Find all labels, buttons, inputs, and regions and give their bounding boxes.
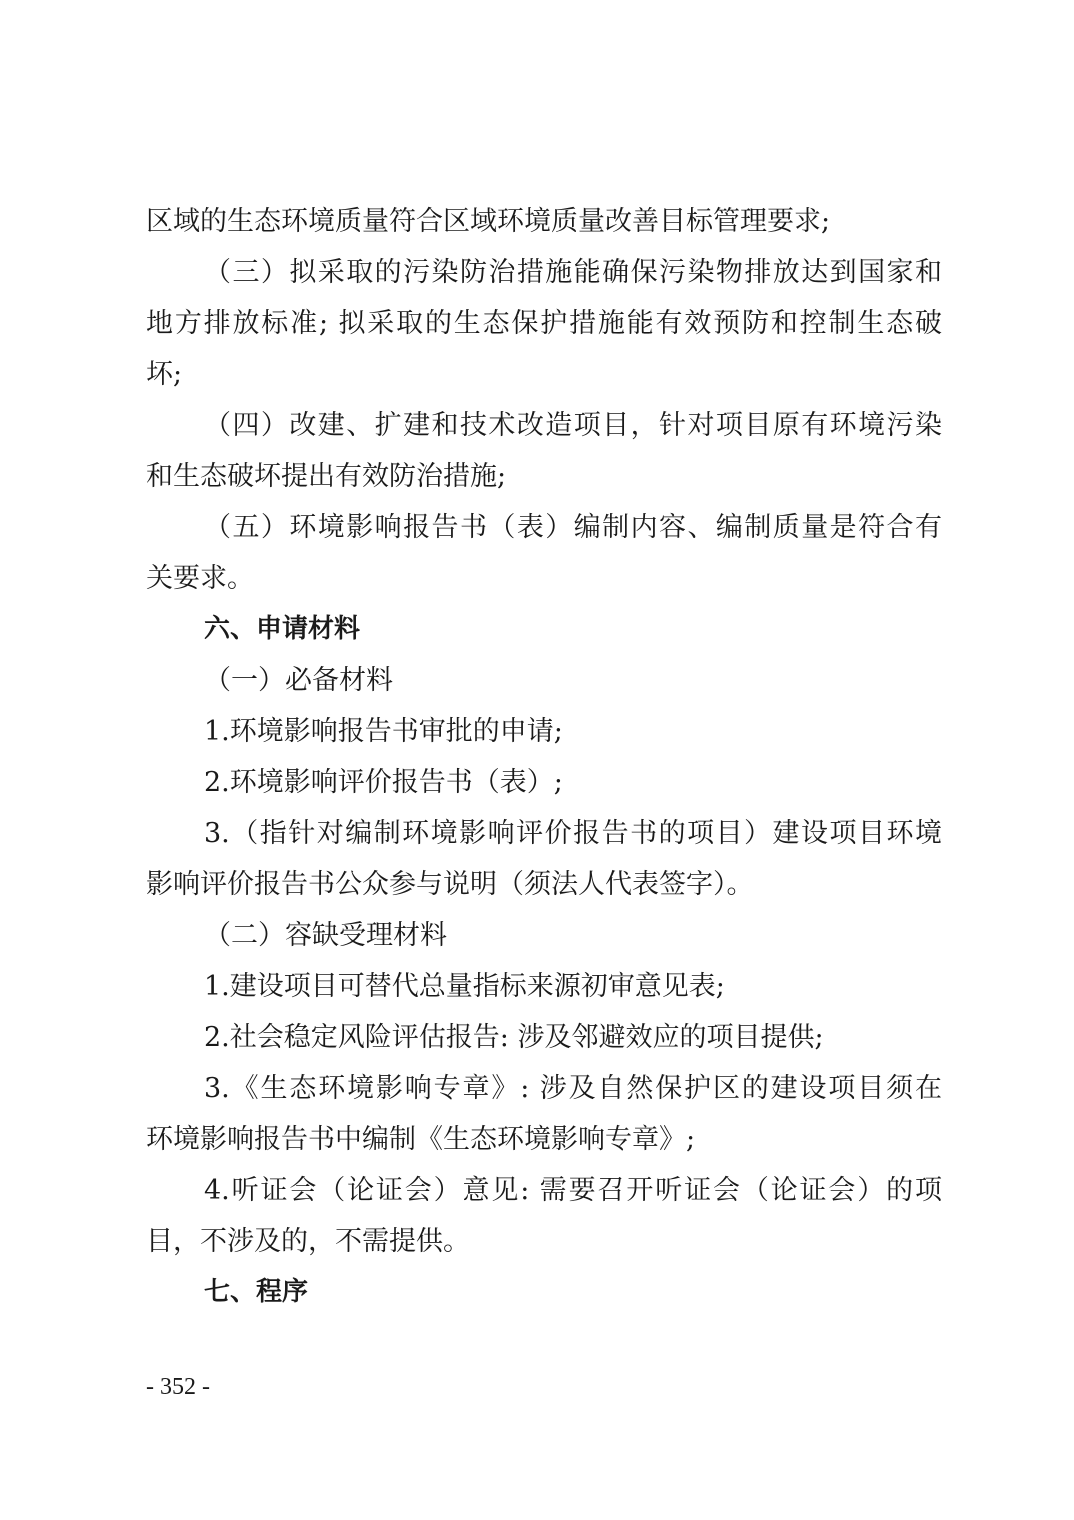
paragraph-line: （三）拟采取的污染防治措施能确保污染物排放达到国家和 (204, 257, 942, 288)
list-item: 1.建设项目可替代总量指标来源初审意见表; (204, 971, 725, 1002)
subsection-heading: （二）容缺受理材料 (204, 920, 447, 951)
paragraph-line: 影响评价报告书公众参与说明（须法人代表签字）。 (146, 869, 754, 900)
paragraph-line: 地方排放标准; 拟采取的生态保护措施能有效预防和控制生态破 (146, 308, 942, 339)
list-item: 2.环境影响评价报告书（表）; (204, 767, 563, 798)
paragraph-line: 和生态破坏提出有效防治措施; (146, 461, 507, 492)
section-heading: 六、申请材料 (204, 614, 361, 644)
paragraph-line: （四）改建、扩建和技术改造项目，针对项目原有环境污染 (204, 410, 942, 441)
document-body (146, 196, 942, 1318)
list-item: 2.社会稳定风险评估报告: 涉及邻避效应的项目提供; (204, 1022, 824, 1053)
paragraph-line: 坏; (146, 359, 183, 390)
paragraph-line: 区域的生态环境质量符合区域环境质量改善目标管理要求; (146, 206, 831, 237)
page-number: - 352 - (146, 1374, 210, 1400)
list-item: 1.环境影响报告书审批的申请; (204, 716, 563, 747)
list-item: 4.听证会（论证会）意见: 需要召开听证会（论证会）的项 (204, 1175, 942, 1206)
list-item: 3.《生态环境影响专章》: 涉及自然保护区的建设项目须在 (204, 1073, 942, 1104)
paragraph-line: （五）环境影响报告书（表）编制内容、编制质量是符合有 (204, 512, 942, 543)
list-item: 3.（指针对编制环境影响评价报告书的项目）建设项目环境 (204, 818, 942, 849)
subsection-heading: （一）必备材料 (204, 665, 393, 696)
paragraph-line: 目，不涉及的，不需提供。 (146, 1226, 470, 1257)
paragraph-line: 关要求。 (146, 563, 254, 594)
paragraph-line: 环境影响报告书中编制《生态环境影响专章》; (146, 1124, 696, 1155)
section-heading: 七、程序 (204, 1277, 309, 1307)
